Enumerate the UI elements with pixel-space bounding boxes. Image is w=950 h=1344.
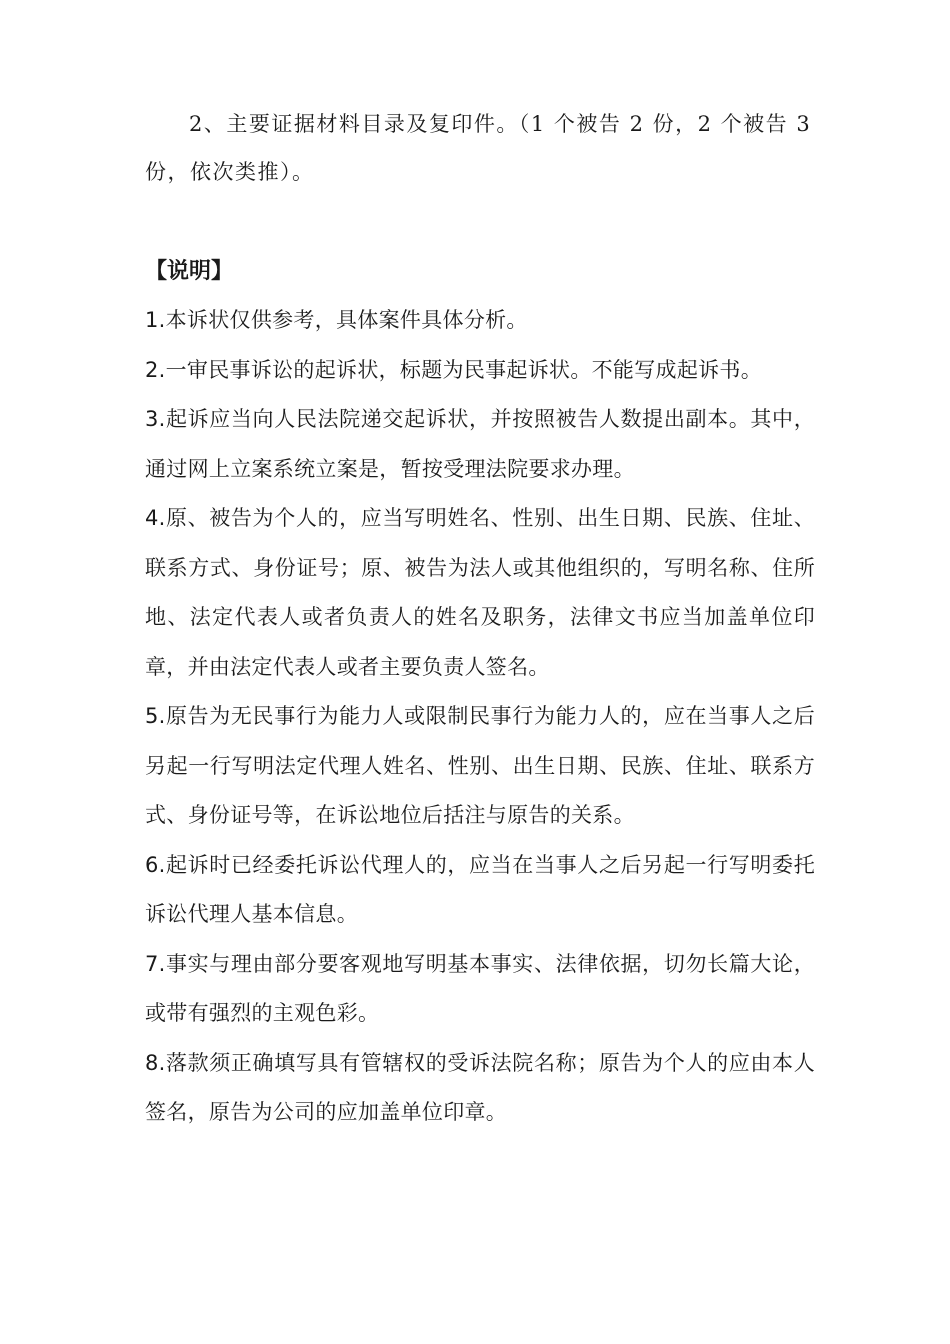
note-item-3: 3.起诉应当向人民法院递交起诉状，并按照被告人数提出副本。其中，通过网上立案系统立案是，暂按受理法院要求办理。 (145, 407, 815, 481)
notes-list (145, 296, 815, 1138)
notes-heading: 【说明】 (145, 259, 234, 284)
note-item-7: 7.事实与理由部分要客观地写明基本事实、法律依据，切勿长篇大论，或带有强烈的主观色彩。 (145, 951, 815, 1025)
note-item-2: 2.一审民事诉讼的起诉状，标题为民事起诉状。不能写成起诉书。 (145, 357, 763, 382)
note-item-6: 6.起诉时已经委托诉讼代理人的，应当在当事人之后另起一行写明委托诉讼代理人基本信息。 (145, 852, 815, 926)
note-item-5: 5.原告为无民事行为能力人或限制民事行为能力人的，应在当事人之后另起一行写明法定代理人姓名、性别、出生日期、民族、住址、联系方式、身份证号等，在诉讼地位后括注与原告的关系。 (145, 704, 815, 827)
note-item-8: 8.落款须正确填写具有管辖权的受诉法院名称；原告为个人的应由本人签名，原告为公司的应加盖单位印章。 (145, 1050, 815, 1124)
note-item-4: 4.原、被告为个人的，应当写明姓名、性别、出生日期、民族、住址、联系方式、身份证号；原、被告为法人或其他组织的，写明名称、住所地、法定代表人或者负责人的姓名及职务，法律文书应当加盖单位印章，并由法定代表人或者主要负责人签名。 (145, 506, 815, 679)
note-item-1: 1.本诉状仅供参考，具体案件具体分析。 (145, 308, 528, 332)
attachment-item-evidence: 2、主要证据材料目录及复印件。（1 个被告 2 份，2 个被告 3 份，依次类推）。 (145, 112, 812, 184)
